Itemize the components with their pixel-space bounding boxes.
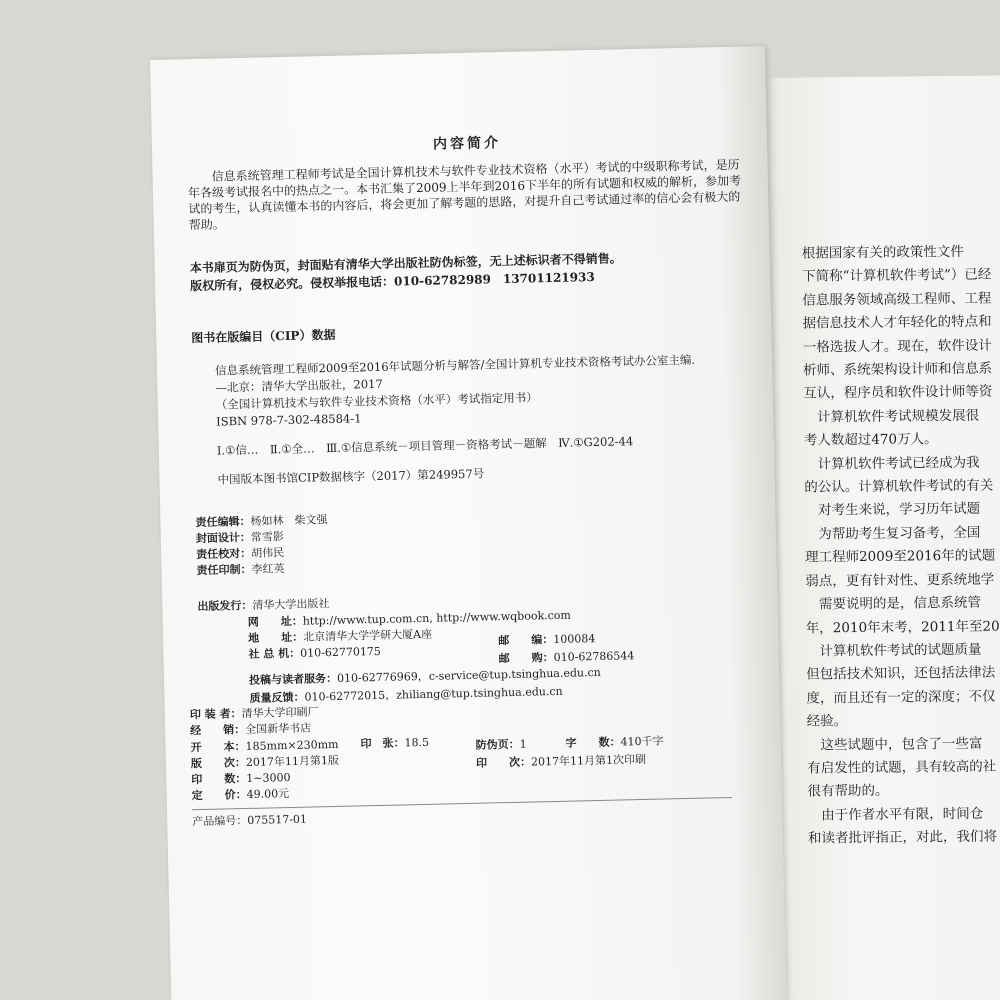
right-line: 但包括技术知识，还包括法律法 [806,664,996,683]
right-line: 需要说明的是，信息系统管 [805,594,982,613]
right-line: 对考生来说，学习历年试题 [804,501,981,520]
publisher-value: 清华大学出版社 [252,597,330,612]
price-value: 49.00元 [246,787,290,801]
print-run-label: 印 数： [191,772,247,787]
right-line: 弱点，更有针对性、更系统地学 [805,571,995,590]
right-line: 为帮助考生复习备考，全国 [804,524,981,543]
right-line: 很有帮助的。 [807,783,889,800]
right-line: 计算机软件考试已经成为我 [803,454,980,473]
credit-value: 杨如林 柴文强 [250,513,328,528]
cip-line: —北京：清华大学出版社，2017 [215,376,383,395]
printer-label: 印 装 者： [189,707,242,722]
right-page-text [802,240,1000,851]
intro-title: 内容简介 [432,135,502,153]
printer-value: 清华大学印刷厂 [241,705,319,721]
right-line: 考人数超过470万人。 [803,431,938,449]
distributor-value: 全国新华书店 [245,721,312,737]
quality-value: 010-62772015，zhiliang@tup.tsinghua.edu.cn [304,684,563,704]
right-line: 一格选拔人才。现在，软件设计 [802,337,992,356]
mail-value: 010-62786544 [553,649,635,664]
right-line: 有启发性的试题，具有较高的社 [807,758,997,777]
notice-line: 版权所有，侵权必究。侵权举报电话：010-62782989 13701121933 [189,269,595,294]
edition-label: 版 次： [190,756,247,771]
credit-label: 责任印制： [196,562,252,578]
right-page [760,75,1000,1000]
copyright-page [150,46,787,1000]
notice-line: 本书扉页为防伪页，封面贴有清华大学出版社防伪标签，无上述标识者不得销售。 [189,251,622,276]
antifake-label: 防伪页： [475,737,520,752]
postcode-value: 100084 [553,632,596,646]
credit-label: 责任校对： [196,546,252,562]
right-line: 互认，程序员和软件设计师等资 [803,384,993,403]
sheets-label: 印 张： [360,736,405,751]
web-label: 网 址： [247,614,303,629]
address-label: 地 址： [248,630,304,645]
right-line: 度，而且还有一定的深度；不仅 [806,688,996,707]
right-line: 年，2010年末考，2011年至20 [805,618,1000,637]
credit-label: 封面设计： [195,530,252,546]
right-line: 经验。 [806,713,848,730]
credit-value: 李红英 [251,562,285,576]
distributor-label: 经 销： [190,723,246,738]
right-line: 析师、系统架构设计师和信息系 [802,360,993,379]
postcode-label: 邮 编： [498,633,554,648]
credit-value: 胡伟民 [251,546,285,560]
credit-value: 常雪影 [250,530,284,544]
copyright-content [187,126,763,869]
cip-record: 中国版本图书馆CIP数据核字（2017）第249957号 [217,466,485,487]
right-line: 信息服务领域高级工程师、工程 [802,290,992,309]
edition-value: 2017年11月第1版 [245,753,340,770]
price-label: 定 价： [191,787,247,803]
right-line: 计算机软件考试的试题质量 [805,641,982,660]
print-run-value: 1~3000 [246,770,291,785]
words-label: 字 数： [565,735,621,750]
right-line: 据信息技术人才年轻化的特点和 [802,313,992,332]
right-line: 计算机软件考试规模发展很 [803,407,980,426]
right-line: 理工程师2009至2016年的试题 [804,547,996,566]
right-line: 根据国家有关的政策性文件 [801,243,964,262]
cip-classification: Ⅰ.①信… Ⅱ.①全… Ⅲ.①信息系统－项目管理－资格考试－题解 Ⅳ.①G202-44 [216,434,634,458]
submission-label: 投稿与读者服务： [248,671,338,687]
credits-block [195,502,756,579]
impression-label: 印 次： [475,755,532,770]
web-value: http://www.tup.com.cn, http://www.wqbook.com [302,608,572,628]
sheets-value: 18.5 [404,735,430,750]
mail-label: 邮 购： [498,650,554,666]
right-line: 的公认。计算机软件考试的有关 [804,477,994,496]
product-code: 产品编号：075517-01 [192,812,308,829]
submission-value: 010-62776969，c-service@tup.tsinghua.edu.cn [336,665,601,685]
antifake-value: 1 [519,737,527,751]
cip-block [191,316,754,489]
format-label: 开 本： [190,740,246,755]
switchboard-value: 010-62770175 [300,644,381,660]
address-value: 北京清华大学学研大厦A座 [302,627,433,644]
right-line: 下简称“计算机软件考试”）已经 [802,266,992,285]
publisher-label: 出版发行： [197,598,253,614]
cip-line: （全国计算机技术与软件专业技术资格（水平）考试指定用书） [215,390,538,412]
credit-label: 责任编辑： [195,514,251,530]
notice-block [190,246,751,295]
publication-block [189,586,763,869]
impression-value: 2017年11月第1次印刷 [530,752,647,769]
quality-label: 质量反馈： [249,690,305,705]
right-line: 由于作者水平有限，时间仓 [807,805,984,824]
format-value: 185mm×230mm [245,737,339,754]
cip-isbn: ISBN 978-7-302-48584-1 [216,411,362,429]
right-line: 这些试题中，包含了一些富 [806,735,983,754]
switchboard-label: 社 总 机： [248,646,301,661]
words-value: 410千字 [620,734,664,749]
cip-line: 信息系统管理工程师2009至2016年试题分析与解答/全国计算机专业技术资格考试办公室主编. [214,352,696,378]
right-line: 和读者批评指正，对此，我们将 [807,828,998,847]
intro-paragraph: 信息系统管理工程师考试是全国计算机技术与软件专业技术资格（水平）考试的中级职称考试，是历年各级考试报名中的热点之一。本书汇集了2009上半年到2016下半年的所有试题和权威的解析，参加考试的考生，认真读懂本书的内容后，将会更加了解考题的思路，对提升自己考试通过率的信心会有极大的帮助。 [187,157,742,233]
cip-title: 图书在版编目（CIP）数据 [191,327,336,346]
